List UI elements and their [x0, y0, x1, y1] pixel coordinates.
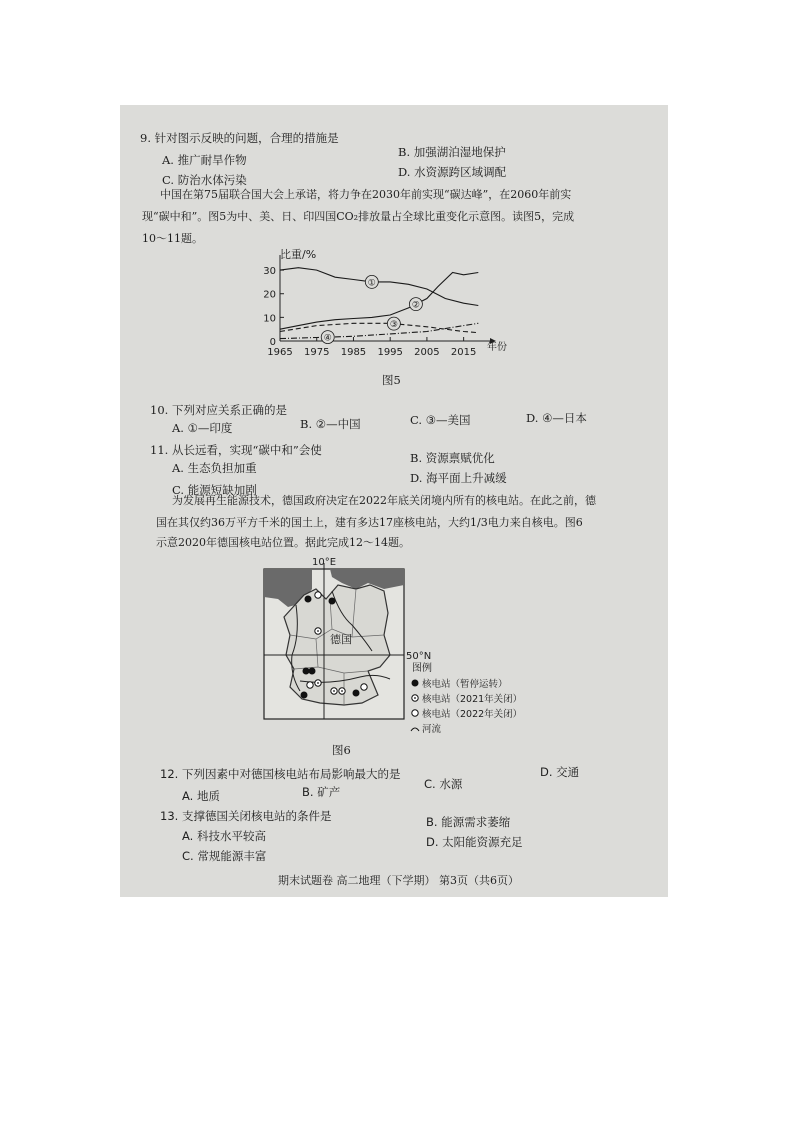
q11-stem: 11. 从长远看，实现“碳中和”会使: [150, 443, 322, 457]
nuclear-plant-suspended: [329, 598, 336, 605]
fig5-y-tick-label: 0: [269, 337, 276, 348]
q13-stem: 13. 支撑德国关闭核电站的条件是: [160, 809, 332, 823]
page-footer: 期末试题卷 高二地理（下学期） 第3页（共6页）: [278, 874, 519, 887]
q12-option-a: A. 地质: [182, 789, 220, 803]
fig5-series-line-2: [280, 273, 478, 330]
q10-stem: 10. 下列对应关系正确的是: [150, 403, 287, 417]
legend-open-circle-icon: [412, 710, 418, 716]
q9-stem: 9. 针对图示反映的问题，合理的措施是: [140, 131, 339, 145]
q9-option-a: A. 推广耐旱作物: [162, 153, 247, 167]
nuclear-plant-suspended: [303, 668, 310, 675]
exam-page-photo: [120, 105, 668, 897]
q12-option-d: D. 交通: [540, 765, 580, 779]
fig6-caption: 图6: [332, 743, 351, 757]
nuclear-plant-suspended: [353, 690, 360, 697]
fig5-x-tick-label: 1965: [267, 347, 293, 358]
q9-option-d: D. 水资源跨区域调配: [398, 165, 507, 179]
fig5-x-tick-label: 2005: [414, 347, 440, 358]
passage2-line1: 为发展再生能源技术，德国政府决定在2022年底关闭境内所有的核电站。在此之前，德: [172, 494, 596, 507]
fig5-x-tick-label: 2015: [450, 347, 477, 358]
q12-option-b: B. 矿产: [302, 785, 341, 799]
q10-option-d: D. ④—日本: [526, 411, 587, 425]
q9-option-c: C. 防治水体污染: [162, 173, 247, 187]
legend-item-2: 核电站（2021年关闭）: [422, 694, 523, 705]
legend-item-4: 河流: [422, 724, 442, 735]
q10-option-b: B. ②—中国: [300, 417, 361, 431]
fig5-curve-label: ②: [411, 300, 420, 311]
country-label: 德国: [330, 633, 352, 646]
legend-item-3: 核电站（2022年关闭）: [422, 709, 523, 720]
nuclear-plant-suspended: [305, 596, 312, 603]
q10-option-a: A. ①—印度: [172, 421, 233, 435]
q11-option-d: D. 海平面上升减缓: [410, 471, 507, 485]
nuclear-plant-2022: [361, 684, 367, 690]
fig5-ylabel: 比重/%: [280, 248, 317, 261]
q11-option-a: A. 生态负担加重: [172, 461, 257, 475]
fig5-y-tick-label: 20: [263, 289, 276, 301]
fig5-series-line-1: [280, 268, 478, 306]
q10-option-c: C. ③—美国: [410, 413, 471, 427]
fig5-series-line-4: [280, 323, 478, 338]
fig5-chart: [250, 243, 510, 373]
legend-filled-circle-icon: [412, 680, 419, 687]
legend-item-1: 核电站（暂停运转）: [422, 679, 508, 690]
legend-title: 图例: [412, 663, 432, 674]
passage2-line2: 国在其仅约36万平方千米的国土上，建有多达17座核电站，大约1/3电力来自核电。图6: [156, 516, 583, 529]
fig5-x-tick-label: 1995: [377, 347, 403, 358]
passage1-line3: 10～11题。: [142, 232, 203, 245]
passage1-line1: 中国在第75届联合国大会上承诺，将力争在2030年前实现“碳达峰”，在2060年前实: [160, 188, 572, 201]
fig5-y-tick-label: 30: [263, 266, 276, 278]
fig5-y-tick-label: 10: [263, 313, 276, 325]
nuclear-plant-2022: [315, 592, 321, 598]
q13-option-d: D. 太阳能资源充足: [426, 835, 523, 849]
nuclear-plant-suspended: [301, 692, 308, 699]
q13-option-c: C. 常规能源丰富: [182, 849, 267, 863]
q12-option-c: C. 水源: [424, 777, 463, 791]
fig5-curve-label: ④: [323, 333, 332, 344]
q11-option-b: B. 资源禀赋优化: [410, 451, 495, 465]
legend-river-icon: [411, 728, 419, 731]
nuclear-plant-2022: [307, 682, 313, 688]
fig5-xlabel: 年份: [487, 342, 507, 353]
q11-option-c: C. 能源短缺加剧: [172, 483, 257, 497]
q13-option-b: B. 能源需求萎缩: [426, 815, 511, 829]
fig5-caption: 图5: [382, 373, 401, 387]
fig5-x-tick-label: 1975: [304, 347, 330, 358]
meridian-label: 10°E: [312, 557, 337, 568]
fig5-curve-label: ③: [389, 320, 398, 331]
passage1-line2: 现“碳中和”。图5为中、美、日、印四国CO₂排放量占全球比重变化示意图。读图5，完成: [142, 210, 575, 223]
q9-option-b: B. 加强湖泊湿地保护: [398, 145, 506, 159]
nuclear-plant-suspended: [309, 668, 316, 675]
fig6-map: [260, 555, 530, 737]
fig5-curve-label: ①: [367, 278, 376, 289]
q12-stem: 12. 下列因素中对德国核电站布局影响最大的是: [160, 767, 401, 781]
passage2-line3: 示意2020年德国核电站位置。据此完成12～14题。: [156, 536, 410, 549]
fig5-x-tick-label: 1985: [340, 347, 367, 358]
parallel-label: 50°N: [406, 651, 432, 662]
q13-option-a: A. 科技水平较高: [182, 829, 266, 843]
